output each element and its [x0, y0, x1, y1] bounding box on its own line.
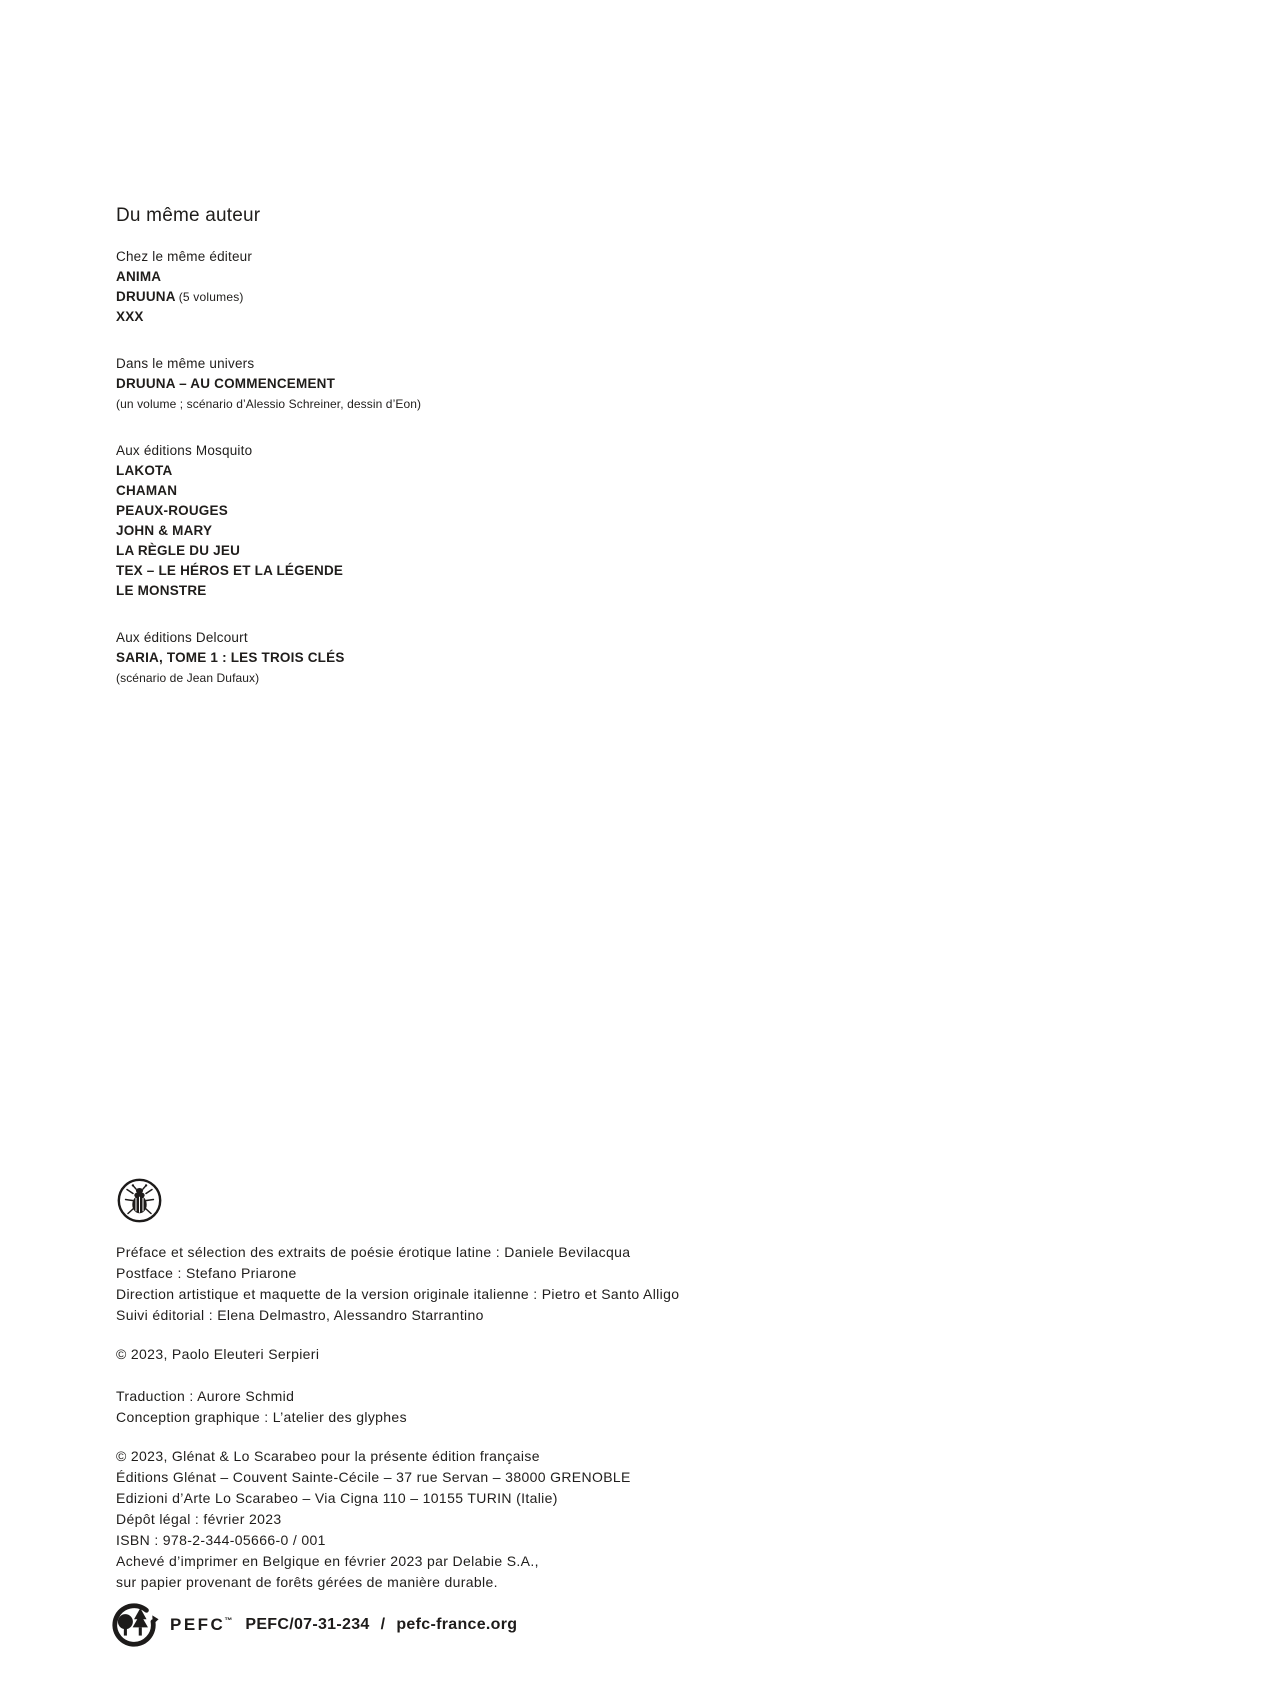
pefc-wordmark	[170, 1615, 232, 1635]
credit-line: Conception graphique : L’atelier des glyphes	[116, 1409, 407, 1425]
french-edition-credits	[116, 1386, 407, 1428]
edition-line: © 2023, Glénat & Lo Scarabeo pour la présente édition française	[116, 1448, 540, 1464]
pefc-certificate-number: PEFC/07-31-234	[245, 1616, 370, 1633]
book-title: LAKOTA	[116, 463, 173, 478]
lo-scarabeo-publisher-logo	[117, 1178, 162, 1223]
trademark-symbol: ™	[224, 1616, 233, 1625]
book-title	[116, 287, 421, 307]
section-label: Aux éditions Delcourt	[116, 630, 248, 645]
credit-line: Direction artistique et maquette de la version originale italienne : Pietro et Santo Alligo	[116, 1286, 680, 1302]
section-label: Chez le même éditeur	[116, 249, 253, 264]
edition-info	[116, 1446, 631, 1593]
credit-line: Suivi éditorial : Elena Delmastro, Alessandro Starrantino	[116, 1307, 484, 1323]
printing-line: sur papier provenant de forêts gérées de manière durable.	[116, 1574, 498, 1590]
section-label: Aux éditions Mosquito	[116, 443, 253, 458]
edition-credits	[116, 1242, 679, 1326]
pefc-separator: /	[380, 1616, 386, 1633]
book-title: XXX	[116, 309, 144, 324]
book-title: DRUUNA – AU COMMENCEMENT	[116, 376, 336, 391]
pefc-trees-icon	[108, 1600, 162, 1650]
section-label: Dans le même univers	[116, 356, 255, 371]
book-title: PEAUX-ROUGES	[116, 503, 228, 518]
bibliography-section-same-publisher	[116, 247, 421, 327]
book-note: (5 volumes)	[178, 290, 244, 304]
copyright-line: © 2023, Paolo Eleuteri Serpieri	[116, 1346, 320, 1362]
book-title: LA RÈGLE DU JEU	[116, 543, 241, 558]
book-title: JOHN & MARY	[116, 523, 213, 538]
book-note: (scénario de Jean Dufaux)	[116, 671, 260, 685]
book-title: CHAMAN	[116, 483, 178, 498]
page-title: Du même auteur	[116, 205, 261, 226]
author-copyright	[116, 1344, 319, 1365]
book-note: (un volume ; scénario d’Alessio Schreiner, dessin d’Eon)	[116, 397, 422, 411]
edition-line: Dépôt légal : février 2023	[116, 1511, 282, 1527]
book-title: TEX – LE HÉROS ET LA LÉGENDE	[116, 563, 344, 578]
printing-line: Achevé d’imprimer en Belgique en février 2023 par Delabie S.A.,	[116, 1553, 539, 1569]
isbn-line: ISBN : 978-2-344-05666-0 / 001	[116, 1532, 326, 1548]
pefc-wordmark-text: PEFC	[170, 1615, 226, 1634]
credit-line: Traduction : Aurore Schmid	[116, 1388, 295, 1404]
book-title-text: DRUUNA	[116, 289, 176, 304]
pefc-website: pefc-france.org	[396, 1616, 518, 1633]
bibliography-section-same-universe	[116, 354, 421, 414]
edition-line: Edizioni d’Arte Lo Scarabeo – Via Cigna 110 – 10155 TURIN (Italie)	[116, 1490, 558, 1506]
credit-line: Préface et sélection des extraits de poésie érotique latine : Daniele Bevilacqua	[116, 1244, 631, 1260]
book-title: SARIA, TOME 1 : LES TROIS CLÉS	[116, 650, 345, 665]
book-title: ANIMA	[116, 269, 162, 284]
book-title: LE MONSTRE	[116, 583, 207, 598]
edition-line: Éditions Glénat – Couvent Sainte-Cécile – 37 rue Servan – 38000 GRENOBLE	[116, 1469, 631, 1485]
bibliography	[116, 205, 421, 715]
scarab-beetle-icon	[117, 1178, 162, 1223]
pefc-certification	[108, 1600, 517, 1650]
bibliography-section-mosquito	[116, 441, 421, 601]
bibliography-section-delcourt	[116, 628, 421, 688]
credit-line: Postface : Stefano Priarone	[116, 1265, 297, 1281]
